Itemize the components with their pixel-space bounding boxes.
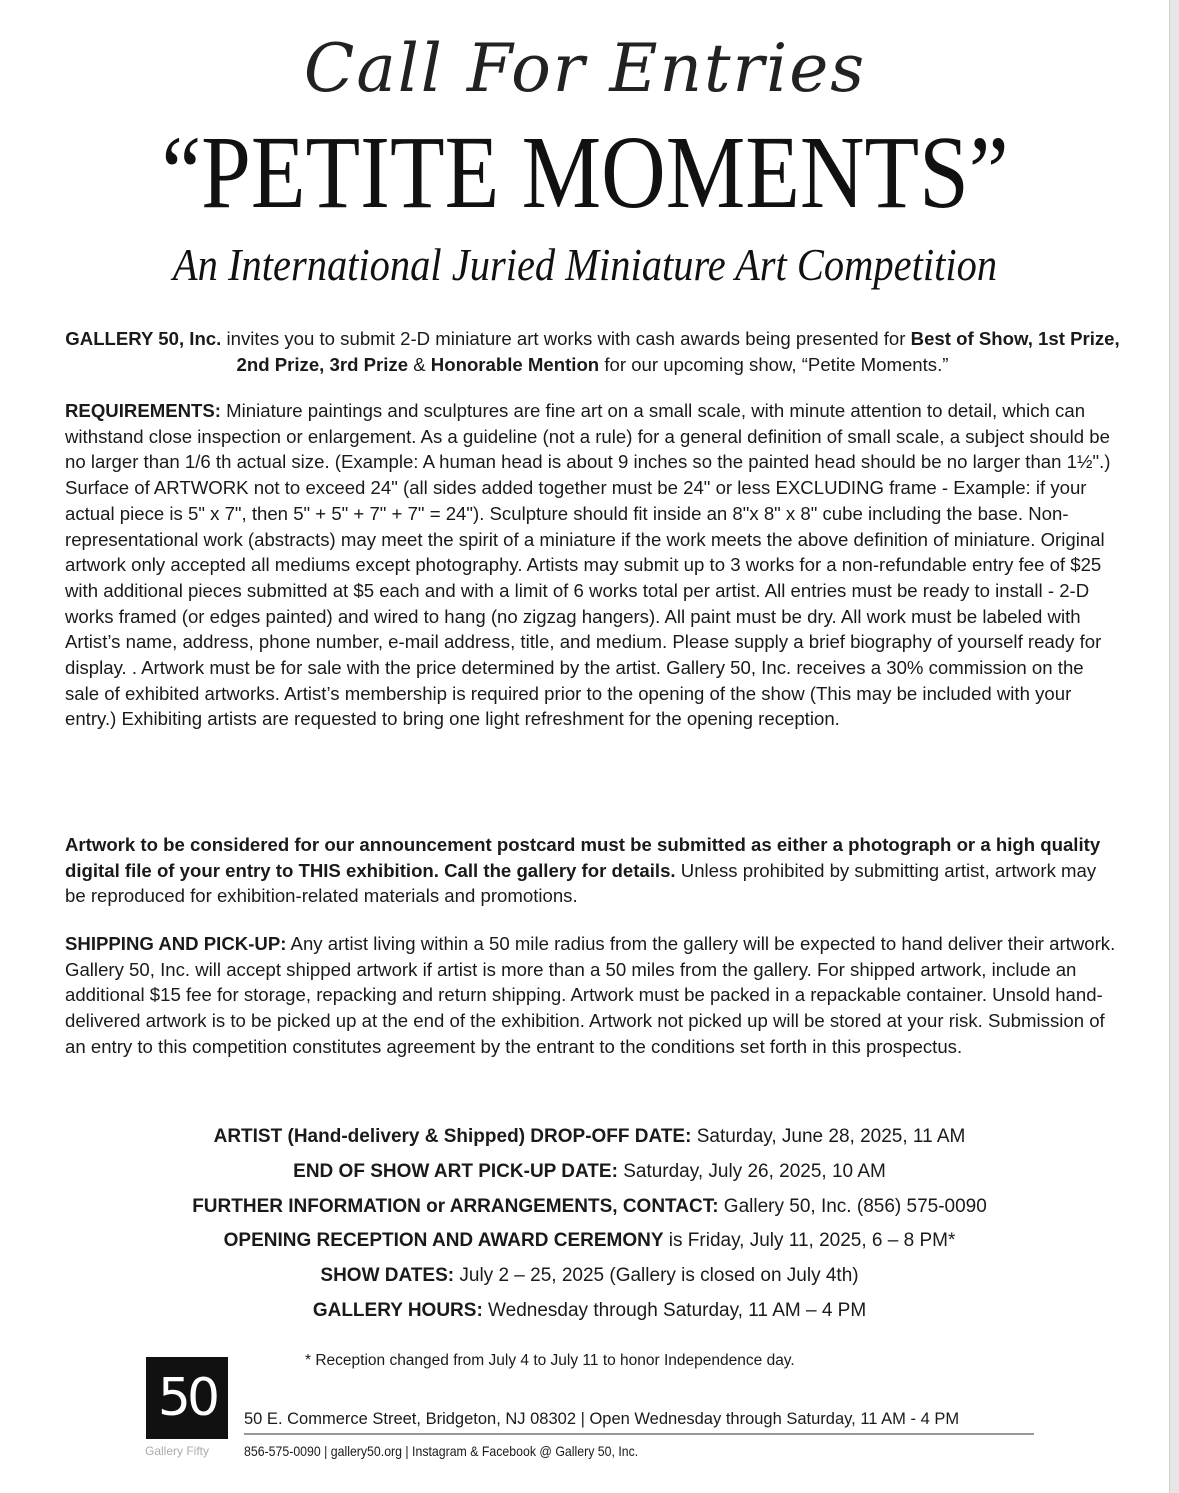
logo-caption: Gallery Fifty [145,1444,210,1458]
date-value: Saturday, June 28, 2025, 11 AM [691,1126,966,1147]
intro-paragraph [65,326,1120,377]
requirements-label: REQUIREMENTS: [65,400,221,421]
intro-text: invites you to submit 2-D miniature art works with cash awards being presented for [221,328,911,349]
date-label: GALLERY HOURS: [312,1299,483,1321]
intro-text-end: for our upcoming show, “Petite Moments.” [599,353,949,375]
call-for-entries-heading: Call For Entries [303,30,867,107]
intro-amp: & [408,353,431,375]
date-label: END OF SHOW ART PICK-UP DATE: [293,1160,618,1182]
date-row-show-dates [0,1259,1179,1294]
date-row-pickup [0,1155,1179,1190]
date-value: Gallery 50, Inc. (856) 575-0090 [718,1195,987,1217]
org-name: GALLERY 50, Inc. [65,328,222,349]
date-row-dropoff [0,1120,1179,1155]
date-row-reception [0,1224,1179,1259]
requirements-paragraph [65,398,1120,732]
shipping-text: Any artist living within a 50 mile radius from the gallery will be expected to hand deliver their artwork. Gallery 50, Inc. will accept shipped artwork if artist is more than a 50 miles from the gallery. For shipped artwork, include an additional $15 fee for storage, repacking and return shipping. Artwork must be packed in a repackable container. Unsold hand-delivered artwork is to be picked up at the end of the exhibition. Artwork not picked up will be stored at your risk. Submission of an entry to this competition constitutes agreement by the entrant to the conditions set forth in this prospectus. [65,933,1116,1057]
date-row-hours [0,1294,1179,1329]
date-row-contact [0,1190,1179,1225]
honorable-mention: Honorable Mention [430,353,600,375]
date-label: SHOW DATES: [320,1265,455,1287]
reception-note: * Reception changed from July 4 to July 11 to honor Independence day. [305,1352,795,1369]
date-label: ARTIST (Hand-delivery & Shipped) DROP-OFF DATE: [213,1126,692,1147]
awards-list: Best of Show, 1st Prize, 2nd Prize, 3rd Prize [236,328,1120,375]
date-value: Wednesday through Saturday, 11 AM – 4 PM [482,1299,867,1321]
date-label: FURTHER INFORMATION or ARRANGEMENTS, CONTACT: [192,1195,719,1217]
date-value: is Friday, July 11, 2025, 6 – 8 PM* [663,1230,956,1252]
footer-contact: 856-575-0090 | gallery50.org | Instagram & Facebook @ Gallery 50, Inc. [244,1443,639,1459]
requirements-text: Miniature paintings and sculptures are fine art on a small scale, with minute attention to detail, which can withstand close inspection or enlargement. As a guideline (not a rule) for a general definition of small scale, a subject should be no larger than 1/6 th actual size. (Example: A human head is about 9 inches so the painted head should be no larger than 1½".) Surface of ARTWORK not to exceed 24" (all sides added together must be 24" or less EXCLUDING frame - Example: if your actual piece is 5" x 7", then 5" + 5" + 7" + 7" = 24"). Sculpture should fit inside an 8"x 8" x 8" cube including the base. Non-representational work (abstracts) may meet the spirit of a miniature if the work meets the above definition of miniature. Original artwork only accepted all mediums except photography. Artists may submit up to 3 works for a non-refundable entry fee of $25 with additional pieces submitted at $5 each and with a limit of 6 works total per artist. All entries must be ready to install - 2-D works framed (or edges painted) and wired to hang (no zigzag hangers). All paint must be dry. All work must be labeled with Artist’s name, address, phone number, e-mail address, title, and medium. Please supply a brief biography of yourself ready for display. . Artwork must be for sale with the price determined by the artist. Gallery 50, Inc. receives a 30% commission on the sale of exhibited artworks. Artist’s membership is required prior to the opening of the show (This may be included with your entry.) Exhibiting artists are requested to bring one light refreshment for the opening reception. [65,400,1111,730]
postcard-text: Unless prohibited by submitting artist, artwork may be reproduced for exhibition-related materials and promotions. [65,859,1097,907]
date-value: July 2 – 25, 2025 (Gallery is closed on July 4th) [454,1265,859,1287]
date-label: OPENING RECEPTION AND AWARD CEREMONY [223,1230,664,1252]
shipping-paragraph [65,931,1120,1060]
page-subtitle: An International Juried Miniature Art Competition [172,239,998,290]
shipping-label: SHIPPING AND PICK-UP: [65,933,287,954]
postcard-paragraph [65,832,1120,909]
footer-address: 50 E. Commerce Street, Bridgeton, NJ 08302 | Open Wednesday through Saturday, 11 AM - 4 PM [244,1410,1034,1435]
key-dates [0,1120,1179,1329]
postcard-bold-text: Artwork to be considered for our announcement postcard must be submitted as either a photograph or a high quality digital file of your entry to THIS exhibition. Call the gallery for details. [65,834,1101,881]
date-value: Saturday, July 26, 2025, 10 AM [617,1160,886,1182]
page-title: “PETITE MOMENTS” [161,115,1009,230]
gallery-logo: 50 [146,1357,228,1439]
